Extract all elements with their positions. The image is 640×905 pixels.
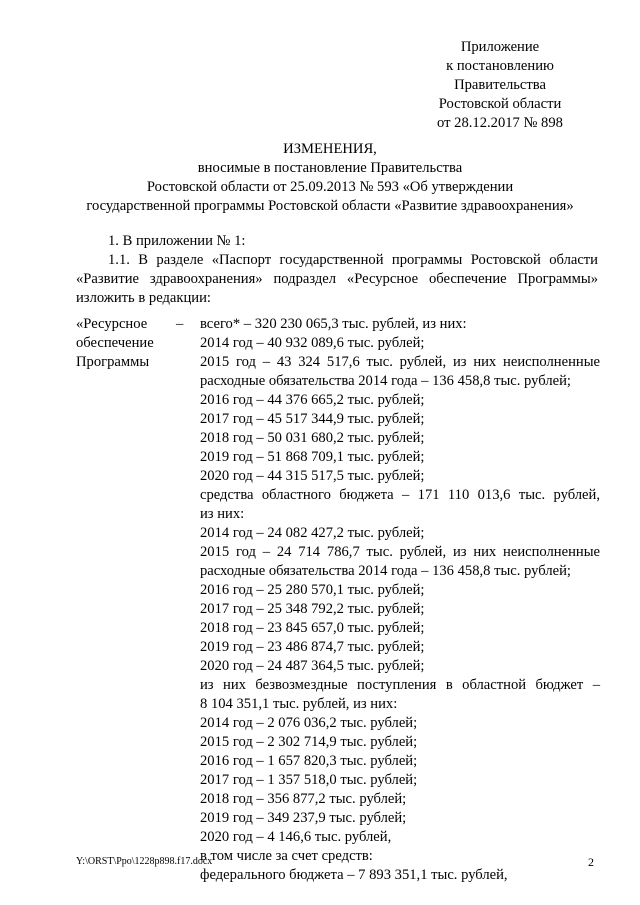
- passport-values: [200, 315, 600, 885]
- passport-value-row: средства областного бюджета – 171 110 013,6 тыс. рублей,: [200, 487, 600, 503]
- passport-value-row: федерального бюджета – 7 893 351,1 тыс. рублей,: [200, 867, 508, 883]
- document-title: ИЗМЕНЕНИЯ,: [283, 141, 377, 157]
- passport-value-row: 2019 год – 349 237,9 тыс. рублей;: [200, 810, 407, 826]
- paragraph-line: изложить в редакции:: [76, 290, 211, 306]
- passport-value-row: 2017 год – 1 357 518,0 тыс. рублей;: [200, 772, 418, 788]
- document-heading: [60, 140, 600, 216]
- passport-value-row: расходные обязательства 2014 года – 136 458,8 тыс. рублей;: [200, 373, 571, 389]
- footer-page-number: 2: [588, 855, 594, 869]
- passport-value-row: всего* – 320 230 065,3 тыс. рублей, из них:: [200, 316, 467, 332]
- paragraph-line: «Развитие здравоохранения» подраздел «Ресурсное обеспечение Программы»: [76, 271, 598, 287]
- passport-value-row: 2020 год – 24 487 364,5 тыс. рублей;: [200, 658, 425, 674]
- passport-value-row: 2016 год – 44 376 665,2 тыс. рублей;: [200, 392, 425, 408]
- appendix-line: к постановлению: [446, 58, 554, 74]
- paragraph-item-1-1: [76, 251, 598, 308]
- passport-value-row: расходные обязательства 2014 года – 136 458,8 тыс. рублей;: [200, 563, 571, 579]
- heading-line: вносимые в постановление Правительства: [197, 160, 463, 176]
- appendix-line: Приложение: [460, 39, 540, 55]
- passport-value-row: 2020 год – 44 315 517,5 тыс. рублей;: [200, 468, 425, 484]
- appendix-block: [400, 38, 600, 133]
- passport-value-row: 2014 год – 2 076 036,2 тыс. рублей;: [200, 715, 418, 731]
- passport-value-row: в том числе за счет средств:: [200, 848, 373, 864]
- passport-label: [76, 315, 176, 372]
- appendix-line: Правительства: [454, 77, 546, 93]
- appendix-line: Ростовской области: [438, 96, 562, 112]
- passport-label-line: «Ресурсное: [76, 316, 148, 332]
- heading-line: Ростовской области от 25.09.2013 № 593 «Об утверждении: [146, 179, 514, 195]
- passport-value-row: 2018 год – 356 877,2 тыс. рублей;: [200, 791, 407, 807]
- passport-value-row: 2016 год – 25 280 570,1 тыс. рублей;: [200, 582, 425, 598]
- passport-value-row: 2015 год – 43 324 517,6 тыс. рублей, из них неисполненные: [200, 354, 600, 370]
- passport-value-row: 2014 год – 24 082 427,2 тыс. рублей;: [200, 525, 425, 541]
- passport-value-row: 2018 год – 23 845 657,0 тыс. рублей;: [200, 620, 425, 636]
- paragraph-line: 1.1. В разделе «Паспорт государственной программы Ростовской области: [108, 252, 598, 268]
- appendix-line: от 28.12.2017 № 898: [437, 115, 563, 131]
- passport-label-line: обеспечение: [76, 335, 154, 351]
- passport-value-row: 2017 год – 25 348 792,2 тыс. рублей;: [200, 601, 425, 617]
- passport-label-line: Программы: [76, 354, 150, 370]
- passport-value-row: 2016 год – 1 657 820,3 тыс. рублей;: [200, 753, 418, 769]
- heading-line: государственной программы Ростовской области «Развитие здравоохранения»: [86, 198, 574, 214]
- passport-value-row: 2018 год – 50 031 680,2 тыс. рублей;: [200, 430, 425, 446]
- passport-value-row: 2015 год – 24 714 786,7 тыс. рублей, из них неисполненные: [200, 544, 600, 560]
- passport-value-row: 2019 год – 23 486 874,7 тыс. рублей;: [200, 639, 425, 655]
- passport-value-row: 2015 год – 2 302 714,9 тыс. рублей;: [200, 734, 418, 750]
- passport-dash: –: [176, 316, 184, 332]
- passport-value-row: 2019 год – 51 868 709,1 тыс. рублей;: [200, 449, 425, 465]
- passport-value-row: из них:: [200, 506, 245, 522]
- paragraph-item-1: 1. В приложении № 1:: [108, 233, 246, 249]
- passport-value-row: из них безвозмездные поступления в областной бюджет –: [200, 677, 600, 693]
- passport-value-row: 8 104 351,1 тыс. рублей, из них:: [200, 696, 398, 712]
- passport-value-row: 2014 год – 40 932 089,6 тыс. рублей;: [200, 335, 425, 351]
- passport-value-row: 2017 год – 45 517 344,9 тыс. рублей;: [200, 411, 425, 427]
- footer-file-path: Y:\ORST\Ppo\1228p898.f17.docx: [76, 856, 213, 867]
- passport-value-row: 2020 год – 4 146,6 тыс. рублей,: [200, 829, 392, 845]
